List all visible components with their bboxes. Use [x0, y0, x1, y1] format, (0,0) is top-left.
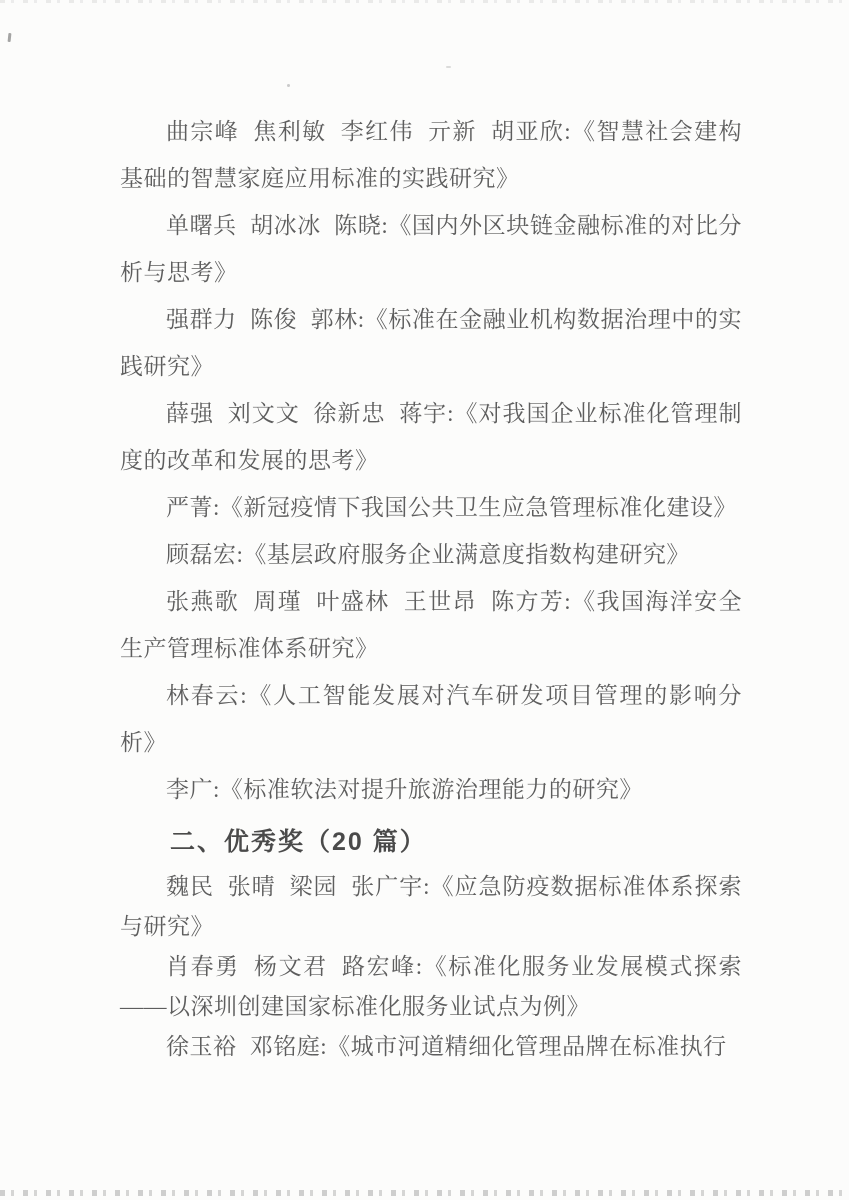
scan-speck [446, 66, 451, 68]
page-content [120, 108, 742, 1067]
award-entry: 顾磊宏:《基层政府服务企业满意度指数构建研究》 [166, 542, 690, 567]
award-entry: 林春云:《人工智能发展对汽车研发项目管理的影响分析》 [120, 683, 742, 755]
award-entry: 魏民 张晴 梁园 张广宇:《应急防疫数据标准体系探索与研究》 [120, 874, 742, 939]
first-prize-section [120, 108, 742, 813]
scan-speck [8, 33, 12, 42]
award-entry: 徐玉裕 邓铭庭:《城市河道精细化管理品牌在标准执行 [166, 1034, 727, 1059]
award-entry: 单曙兵 胡冰冰 陈晓:《国内外区块链金融标准的对比分析与思考》 [120, 213, 742, 285]
award-entry: 曲宗峰 焦利敏 李红伟 亓新 胡亚欣:《智慧社会建构基础的智慧家庭应用标准的实践研究》 [120, 119, 742, 191]
award-entry: 严菁:《新冠疫情下我国公共卫生应急管理标准化建设》 [166, 495, 737, 520]
scan-speck [287, 84, 290, 87]
award-entry: 肖春勇 杨文君 路宏峰:《标准化服务业发展模式探索——以深圳创建国家标准化服务业试点为例》 [120, 954, 742, 1019]
section-heading: 二、优秀奖（20 篇） [170, 828, 427, 856]
award-entry: 李广:《标准软法对提升旅游治理能力的研究》 [166, 777, 643, 802]
scan-noise-top [0, 0, 849, 3]
award-entry: 张燕歌 周瑾 叶盛林 王世昂 陈方芳:《我国海洋安全生产管理标准体系研究》 [120, 589, 742, 661]
award-entry: 强群力 陈俊 郭林:《标准在金融业机构数据治理中的实践研究》 [120, 307, 742, 379]
scan-noise-bottom [0, 1190, 849, 1196]
award-entry: 薛强 刘文文 徐新忠 蒋宇:《对我国企业标准化管理制度的改革和发展的思考》 [120, 401, 742, 473]
excellence-award-section [120, 821, 742, 1067]
